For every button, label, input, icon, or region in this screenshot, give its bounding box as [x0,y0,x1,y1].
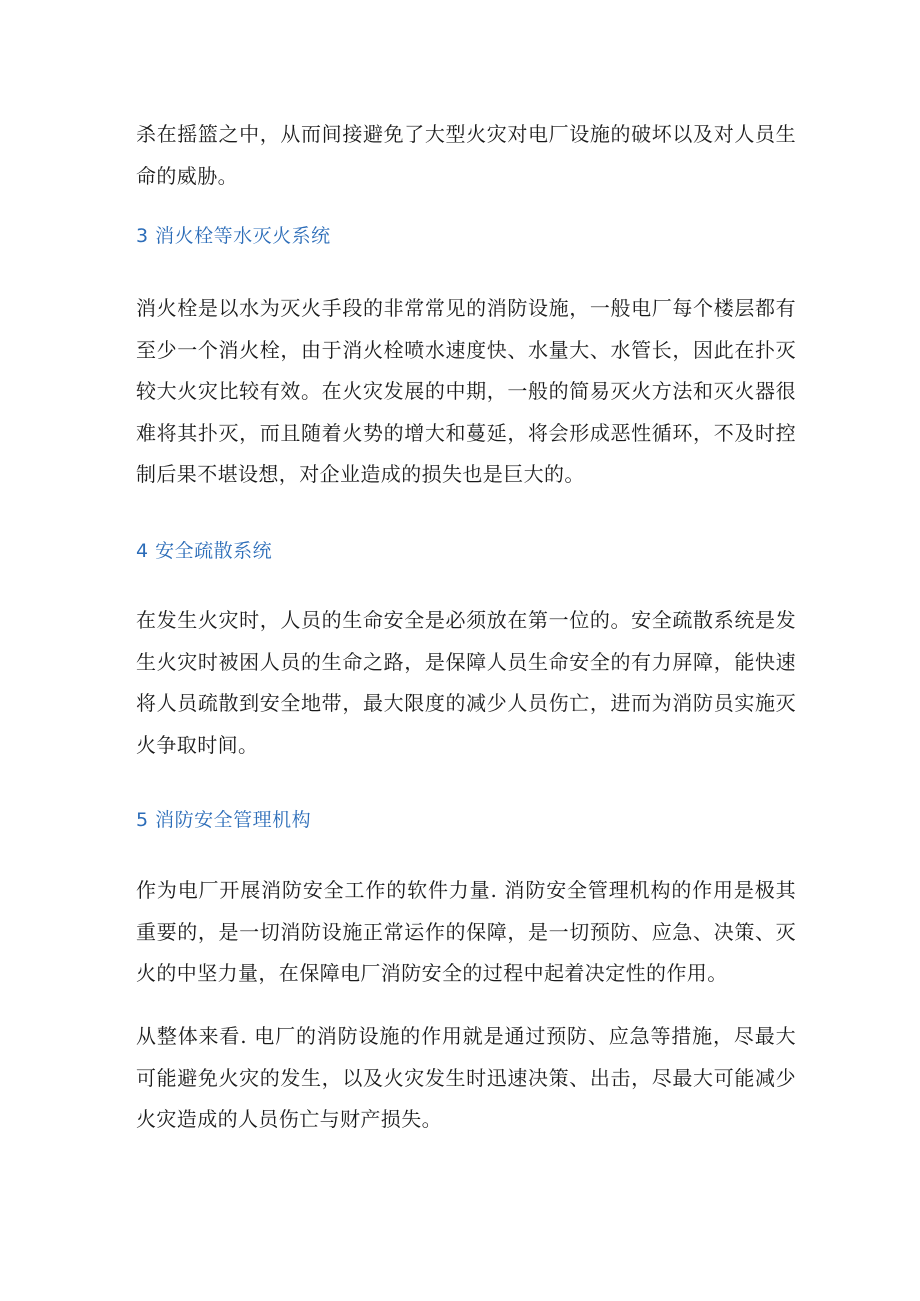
section-heading-5: 5 消防安全管理机构 [136,809,312,831]
paragraph-summary: 从整体来看. 电厂的消防设施的作用就是通过预防、应急等措施，尽最大可能避免火灾的发生，以及火灾发生时迅速决策、出击，尽最大可能减少火灾造成的人员伤亡与财产损失。 [136,1024,796,1131]
paragraph-intro: 杀在摇篮之中，从而间接避免了大型火灾对电厂设施的破坏以及对人员生命的威胁。 [136,122,796,188]
section-heading-3: 3 消火栓等水灭火系统 [136,225,331,247]
paragraph-management-org: 作为电厂开展消防安全工作的软件力量. 消防安全管理机构的作用是极其重要的，是一切消防设施正常运作的保障，是一切预防、应急、决策、灭火的中坚力量，在保障电厂消防安全的过程中起着决定性的作用。 [136,878,796,985]
paragraph-hydrant-system: 消火栓是以水为灭火手段的非常常见的消防设施，一般电厂每个楼层都有至少一个消火栓，由于消火栓喷水速度快、水量大、水管长，因此在扑灭较大火灾比较有效。在火灾发展的中期，一般的简易灭火方法和灭火器很难将其扑灭，而且随着火势的增大和蔓延，将会形成恶性循环，不及时控制后果不堪设想，对企业造成的损失也是巨大的。 [136,296,796,486]
section-heading-4: 4 安全疏散系统 [136,540,273,562]
paragraph-evacuation-system: 在发生火灾时，人员的生命安全是必须放在第一位的。安全疏散系统是发生火灾时被困人员的生命之路，是保障人员生命安全的有力屏障，能快速将人员疏散到安全地带，最大限度的减少人员伤亡，进而为消防员实施灭火争取时间。 [136,608,796,757]
